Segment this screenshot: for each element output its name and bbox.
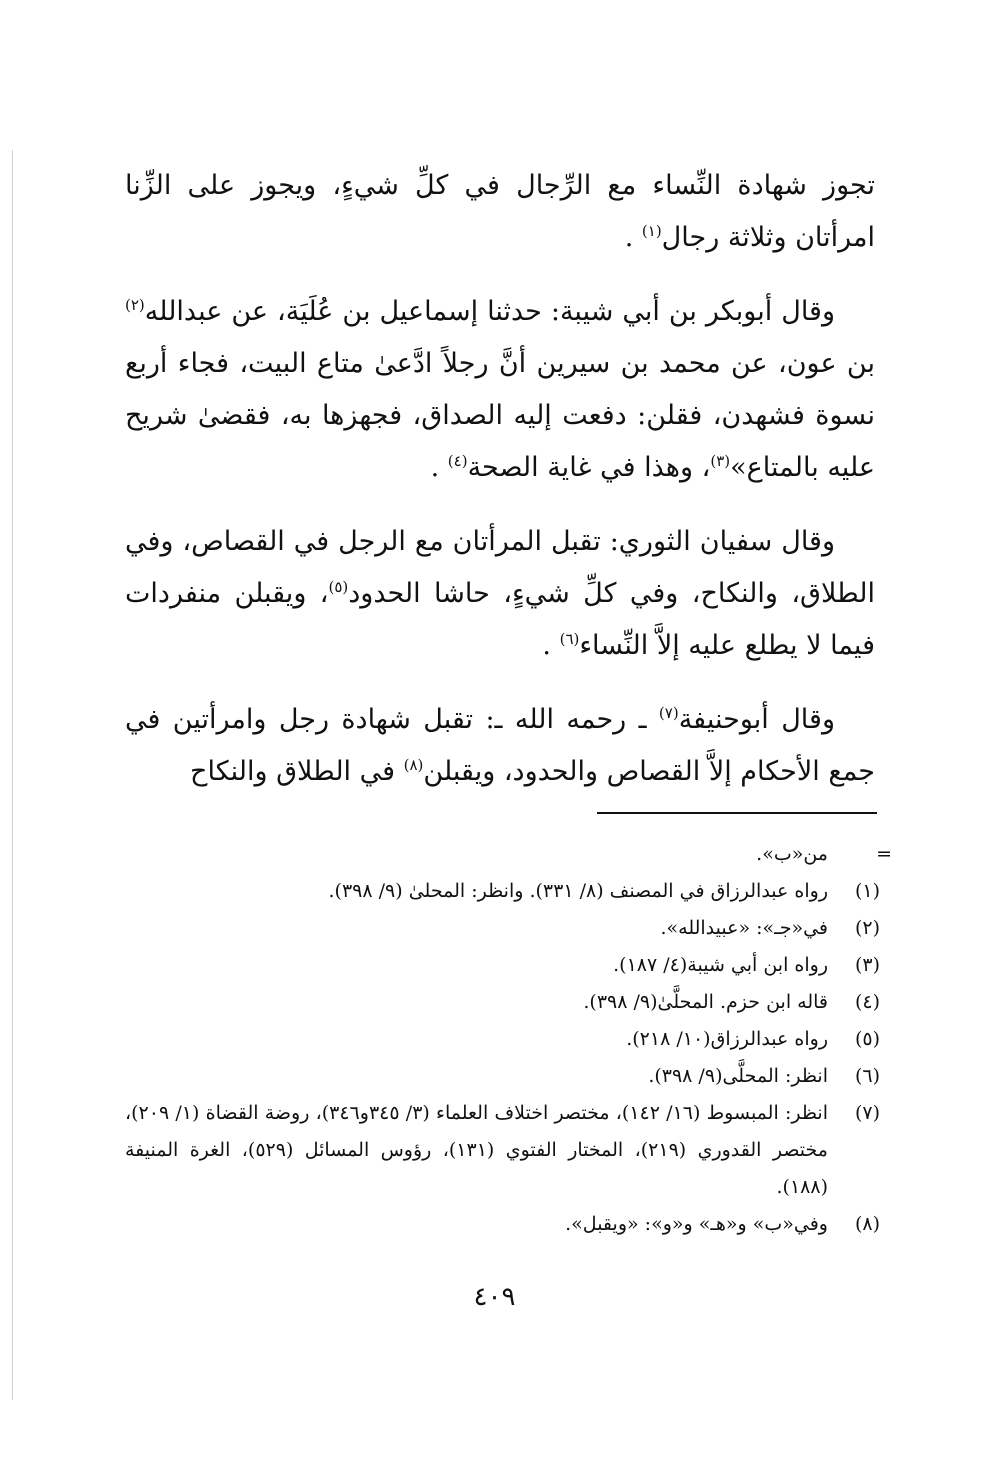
text-run: بن عون، عن محمد بن سيرين أنَّ رجلاً ادَّعىٰ متاع البيت، فجاء أربع نسوة فشهدن، فقلن: دفعت إليه الصداق، فجهزها به، فقضىٰ شريح عليه بالمتاع» xyxy=(125,348,875,483)
continuation-marker: = xyxy=(876,843,892,865)
footnote-ref: (١) xyxy=(641,222,662,240)
footnote-6 xyxy=(125,1058,880,1095)
text-run: وقال أبوبكر بن أبي شيبة: حدثنا إسماعيل بن عُلَيَة، عن عبدالله xyxy=(144,296,835,327)
footnote-ref: (٨) xyxy=(403,756,424,774)
footnote-number: (٦) xyxy=(854,1065,880,1087)
footnote-3 xyxy=(125,947,880,984)
footnote-ref: (٧) xyxy=(658,704,679,722)
footnote-number: (١) xyxy=(854,880,880,902)
paragraph-1 xyxy=(125,160,875,264)
text-run: ، وهذا في غاية الصحة xyxy=(467,452,711,483)
text-run: تجوز شهادة النِّساء مع الرِّجال في كلِّ شيءٍ، ويجوز على الزِّنا امرأتان وثلاثة رجال xyxy=(125,170,875,253)
footnote-ref: (٥) xyxy=(328,578,349,596)
footnote-continuation xyxy=(125,836,892,873)
text-run: . xyxy=(430,452,448,483)
footnote-text: رواه ابن أبي شيبة(٤/ ١٨٧). xyxy=(613,954,828,976)
footnote-7 xyxy=(125,1095,880,1206)
footnote-number: (٧) xyxy=(854,1102,880,1124)
footnote-ref: (٤) xyxy=(447,452,468,470)
text-run: وقال أبوحنيفة xyxy=(678,704,835,735)
footnote-number: (٨) xyxy=(854,1213,880,1235)
footnote-1 xyxy=(125,873,880,910)
footnote-separator xyxy=(597,812,877,814)
footnote-text: قاله ابن حزم. المحلَّىٰ(٩/ ٣٩٨). xyxy=(583,991,828,1013)
paragraph-4 xyxy=(125,694,875,798)
footnotes xyxy=(125,836,892,1243)
footnote-text: في«جـ»: «عبيدالله». xyxy=(660,917,828,939)
footnote-text: وفي«ب» و«هـ» و«و»: «ويقبل». xyxy=(565,1213,828,1235)
footnote-5 xyxy=(125,1021,880,1058)
footnote-text: رواه عبدالرزاق(١٠/ ٢١٨). xyxy=(626,1028,828,1050)
text-run: وقال سفيان الثوري: تقبل المرأتان مع الرجل في القصاص، وفي الطلاق، والنكاح، وفي كلِّ شيءٍ، حاشا الحدود xyxy=(125,526,875,609)
footnote-number: (٤) xyxy=(854,991,880,1013)
text-run: ، ويقبلن منفردات فيما لا يطلع عليه إلاَّ النِّساء xyxy=(125,578,875,661)
footnote-ref: (٦) xyxy=(559,630,580,648)
footnote-number: (٥) xyxy=(854,1028,880,1050)
main-text xyxy=(125,160,875,820)
text-run: . xyxy=(542,630,560,661)
footnote-ref: (٣) xyxy=(710,452,731,470)
footnote-ref: (٢) xyxy=(125,296,145,314)
text-run: ـ رحمه الله ـ: تقبل شهادة رجل وامرأتين في جمع الأحكام إلاَّ القصاص والحدود، ويقبلن xyxy=(125,704,875,787)
footnote-number: (٢) xyxy=(854,917,880,939)
footnote-number: (٣) xyxy=(854,954,880,976)
page-number: ٤٠٩ xyxy=(473,1282,516,1312)
text-run: . xyxy=(624,222,642,253)
footnote-4 xyxy=(125,984,880,1021)
footnote-text: من«ب». xyxy=(756,843,828,865)
scan-edge-line xyxy=(12,150,13,1400)
footnote-text: انظر: المحلَّى(٩/ ٣٩٨). xyxy=(648,1065,828,1087)
footnote-8 xyxy=(125,1206,880,1243)
paragraph-3 xyxy=(125,516,875,672)
footnote-text: انظر: المبسوط (١٦/ ١٤٢)، مختصر اختلاف العلماء (٣/ ٣٤٥و٣٤٦)، روضة القضاة (١/ ٢٠٩)، مختصر القدوري (٢١٩)، المختار الفتوي (١٣١)، رؤوس المسائل (٥٢٩)، الغرة المنيفة (١٨٨). xyxy=(125,1102,828,1198)
paragraph-2 xyxy=(125,286,875,494)
footnote-2 xyxy=(125,910,880,947)
footnote-text: رواه عبدالرزاق في المصنف (٨/ ٣٣١). وانظر: المحلىٰ (٩/ ٣٩٨). xyxy=(328,880,828,902)
text-run: في الطلاق والنكاح xyxy=(190,756,404,787)
